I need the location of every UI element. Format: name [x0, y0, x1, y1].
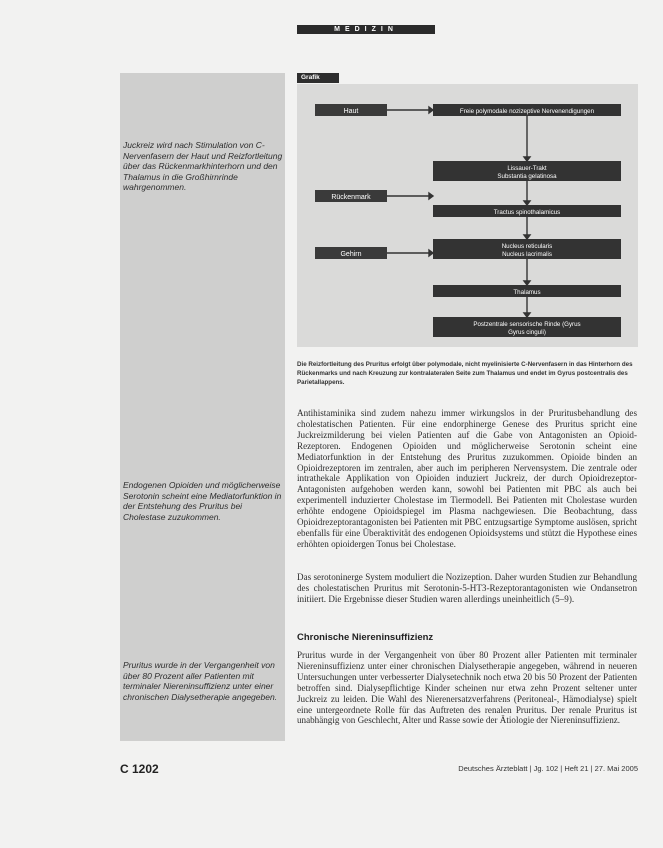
left-box-haut	[315, 104, 387, 116]
flow-box-1	[433, 104, 621, 116]
left-box-gehirn	[315, 247, 387, 259]
figure-label: Grafik	[297, 73, 339, 83]
flow-box-label: Freie polymodale nozizeptive Nervenendigungen	[459, 108, 595, 115]
flow-box-label: Thalamus	[513, 289, 541, 296]
figure-caption: Die Reizfortleitung des Pruritus erfolgt über polymodale, nicht myelinisierte C-Nervenfasern in das Hinterhorn des Rückenmarks und nach Kreuzung zur kontralateralen Seite zum Thalamus und endet im Gyrus postcentralis des Parietallappens.	[297, 361, 633, 386]
section-title: Chronische Niereninsuffizienz	[297, 632, 434, 643]
left-box-rueckenmark	[315, 190, 387, 202]
flow-box-2	[433, 161, 621, 181]
margin-note-2: Endogenen Opioiden und möglicherweise Serotonin scheint eine Mediatorfunktion in der Entstehung des Pruritus bei Cholestase zuzukommen.	[123, 480, 282, 522]
flow-box-label: Tractus spinothalamicus	[493, 209, 561, 216]
flow-box-3	[433, 205, 621, 217]
left-box-label: Rückenmark	[331, 194, 371, 201]
figure-diagram	[297, 84, 638, 347]
flow-diagram	[297, 84, 638, 347]
flow-box-5	[433, 285, 621, 297]
margin-note-3: Pruritus wurde in der Vergangenheit von über 80 Prozent aller Patienten mit terminaler Niereninsuffizienz unter einer chronischen Dialysetherapie angegeben.	[123, 660, 278, 702]
body-paragraph-1: Antihistaminika sind zudem nahezu immer wirkungslos in der Pruritusbehandlung des cholestatischen Patienten. Für eine endorphinerge Genese des Pruritus spricht eine Juckreizmilderung bei vielen Patienten auf die Gabe von Antagonisten an Opioid-Rezeptoren. Endogenen Opioiden und möglicherweise Serotonin scheint eine Mediatorfunktion in der Entstehung des Pruritus zuzukommen. Opioide binden an Opioidrezeptoren im zentralen, aber auch im peripheren Nervensystem. Die zentrale oder intrathekale Applikation von Opioiden induziert Juckreiz, der durch Opioidrezeptor-Antagonisten aufgehoben werden kann, sowohl bei Patienten mit PBC als auch bei experimentell induzierter Cholestase im Tiermodell. Bei Patienten mit Cholestase wurden erhöhte endogene Opioidspiegel im Plasma nachgewiesen. Die Beobachtung, dass Opioidrezeptorantagonisten bei Patienten mit PBC entzugsartige Symptome auslösen, spricht ebenfalls für eine Überaktivität des endogenen Opioidsystems und stützt die Hypothese eines erhöhten opioidergen Tonus bei Cholestase.	[297, 408, 637, 549]
journal-footer: Deutsches Ärzteblatt | Jg. 102 | Heft 21 | 27. Mai 2005	[458, 764, 638, 773]
flow-box-4	[433, 239, 621, 259]
body-paragraph-2: Das serotoninerge System moduliert die Nozizeption. Daher wurden Studien zur Behandlung des cholestatischen Pruritus mit Serotonin-5-HT3-Rezeptorantagonisten wie Ondansetron initiiert. Die Ergebnisse dieser Studien waren allerdings uneinheitlich (5–9).	[297, 572, 637, 604]
flow-box-label: Postzentrale sensorische Rinde (Gyrus Gyrus cinguli)	[473, 321, 581, 336]
section-header: MEDIZIN	[334, 26, 398, 33]
flow-box-label: Lissauer-Trakt Substantia gelatinosa	[497, 165, 557, 180]
flow-box-label: Nucleus reticularis Nucleus lacrimalis	[501, 243, 553, 258]
page-number: C 1202	[120, 762, 159, 776]
left-box-label: Gehirn	[340, 251, 362, 258]
margin-note-1: Juckreiz wird nach Stimulation von C-Nervenfasern der Haut und Reizfortleitung über das Rückenmarkhinterhorn und den Thalamus in die Großhirnrinde wahrgenommen.	[123, 140, 283, 192]
body-paragraph-3: Pruritus wurde in der Vergangenheit von über 80 Prozent aller Patienten mit terminaler Niereninsuffizienz unter einer chronischen Dialysetherapie angegeben, während in neueren Untersuchungen unter verbesserter Dialysetechnik noch etwa 20 bis 50 Prozent der Patienten betroffen sind. Dialysepflichtige Kinder scheinen nur etwa zehn Prozent seltener unter Juckreiz zu leiden. Die Wahl des Nierenersatzverfahrens (Peritoneal-, Hämodialyse) spielt eine untergeordnete Rolle für das Auftreten des renalen Pruritus. Der renale Pruritus ist unabhängig von Geschlecht, Alter und Rasse sowie der Ätiologie der Niereninsuffizienz.	[297, 650, 637, 726]
flow-box-6	[433, 317, 621, 337]
left-box-label: Haut	[343, 108, 359, 115]
